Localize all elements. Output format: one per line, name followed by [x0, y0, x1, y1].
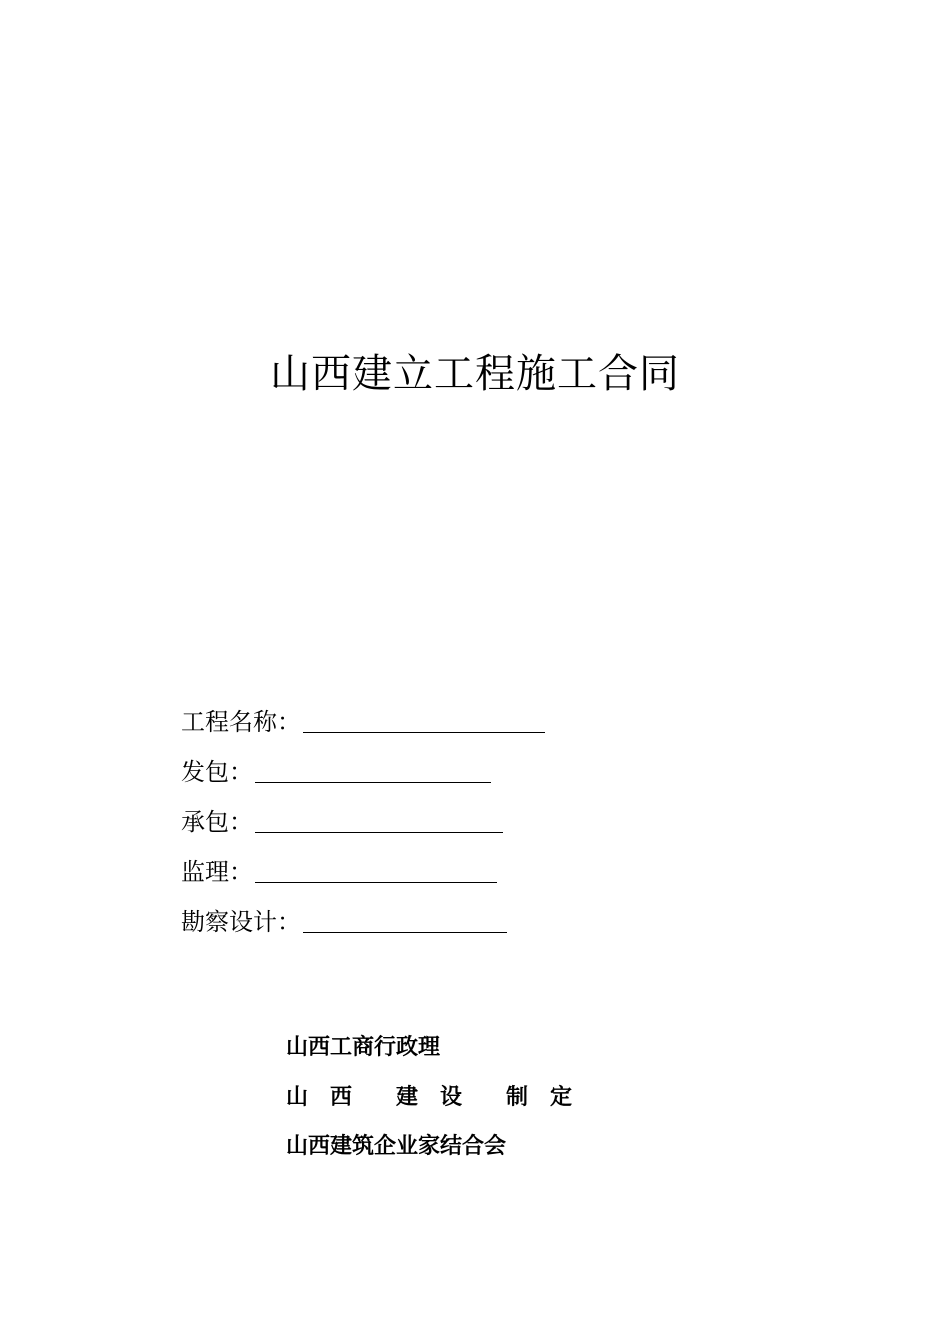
field-label: 承包： [181, 808, 253, 836]
issuer-line: 山 西 建 设 制 定 [286, 1084, 573, 1110]
field-project-name [181, 705, 545, 739]
issuer-line: 山西工商行政理 [286, 1034, 441, 1060]
field-survey-design [181, 905, 507, 939]
field-label: 勘察设计： [181, 908, 301, 936]
supervisor-blank[interactable] [255, 858, 497, 883]
field-label: 工程名称： [181, 708, 301, 736]
contractor-blank[interactable] [255, 808, 503, 833]
field-supervisor [181, 855, 497, 889]
field-label: 监理： [181, 858, 253, 886]
field-contractor [181, 805, 503, 839]
survey-design-blank[interactable] [303, 908, 507, 933]
field-label: 发包： [181, 758, 253, 786]
issuer-line: 山西建筑企业家结合会 [286, 1133, 507, 1159]
document-title: 山西建立工程施工合同 [270, 351, 680, 397]
employer-blank[interactable] [255, 758, 491, 783]
project-name-blank[interactable] [303, 708, 545, 733]
field-employer [181, 755, 491, 789]
